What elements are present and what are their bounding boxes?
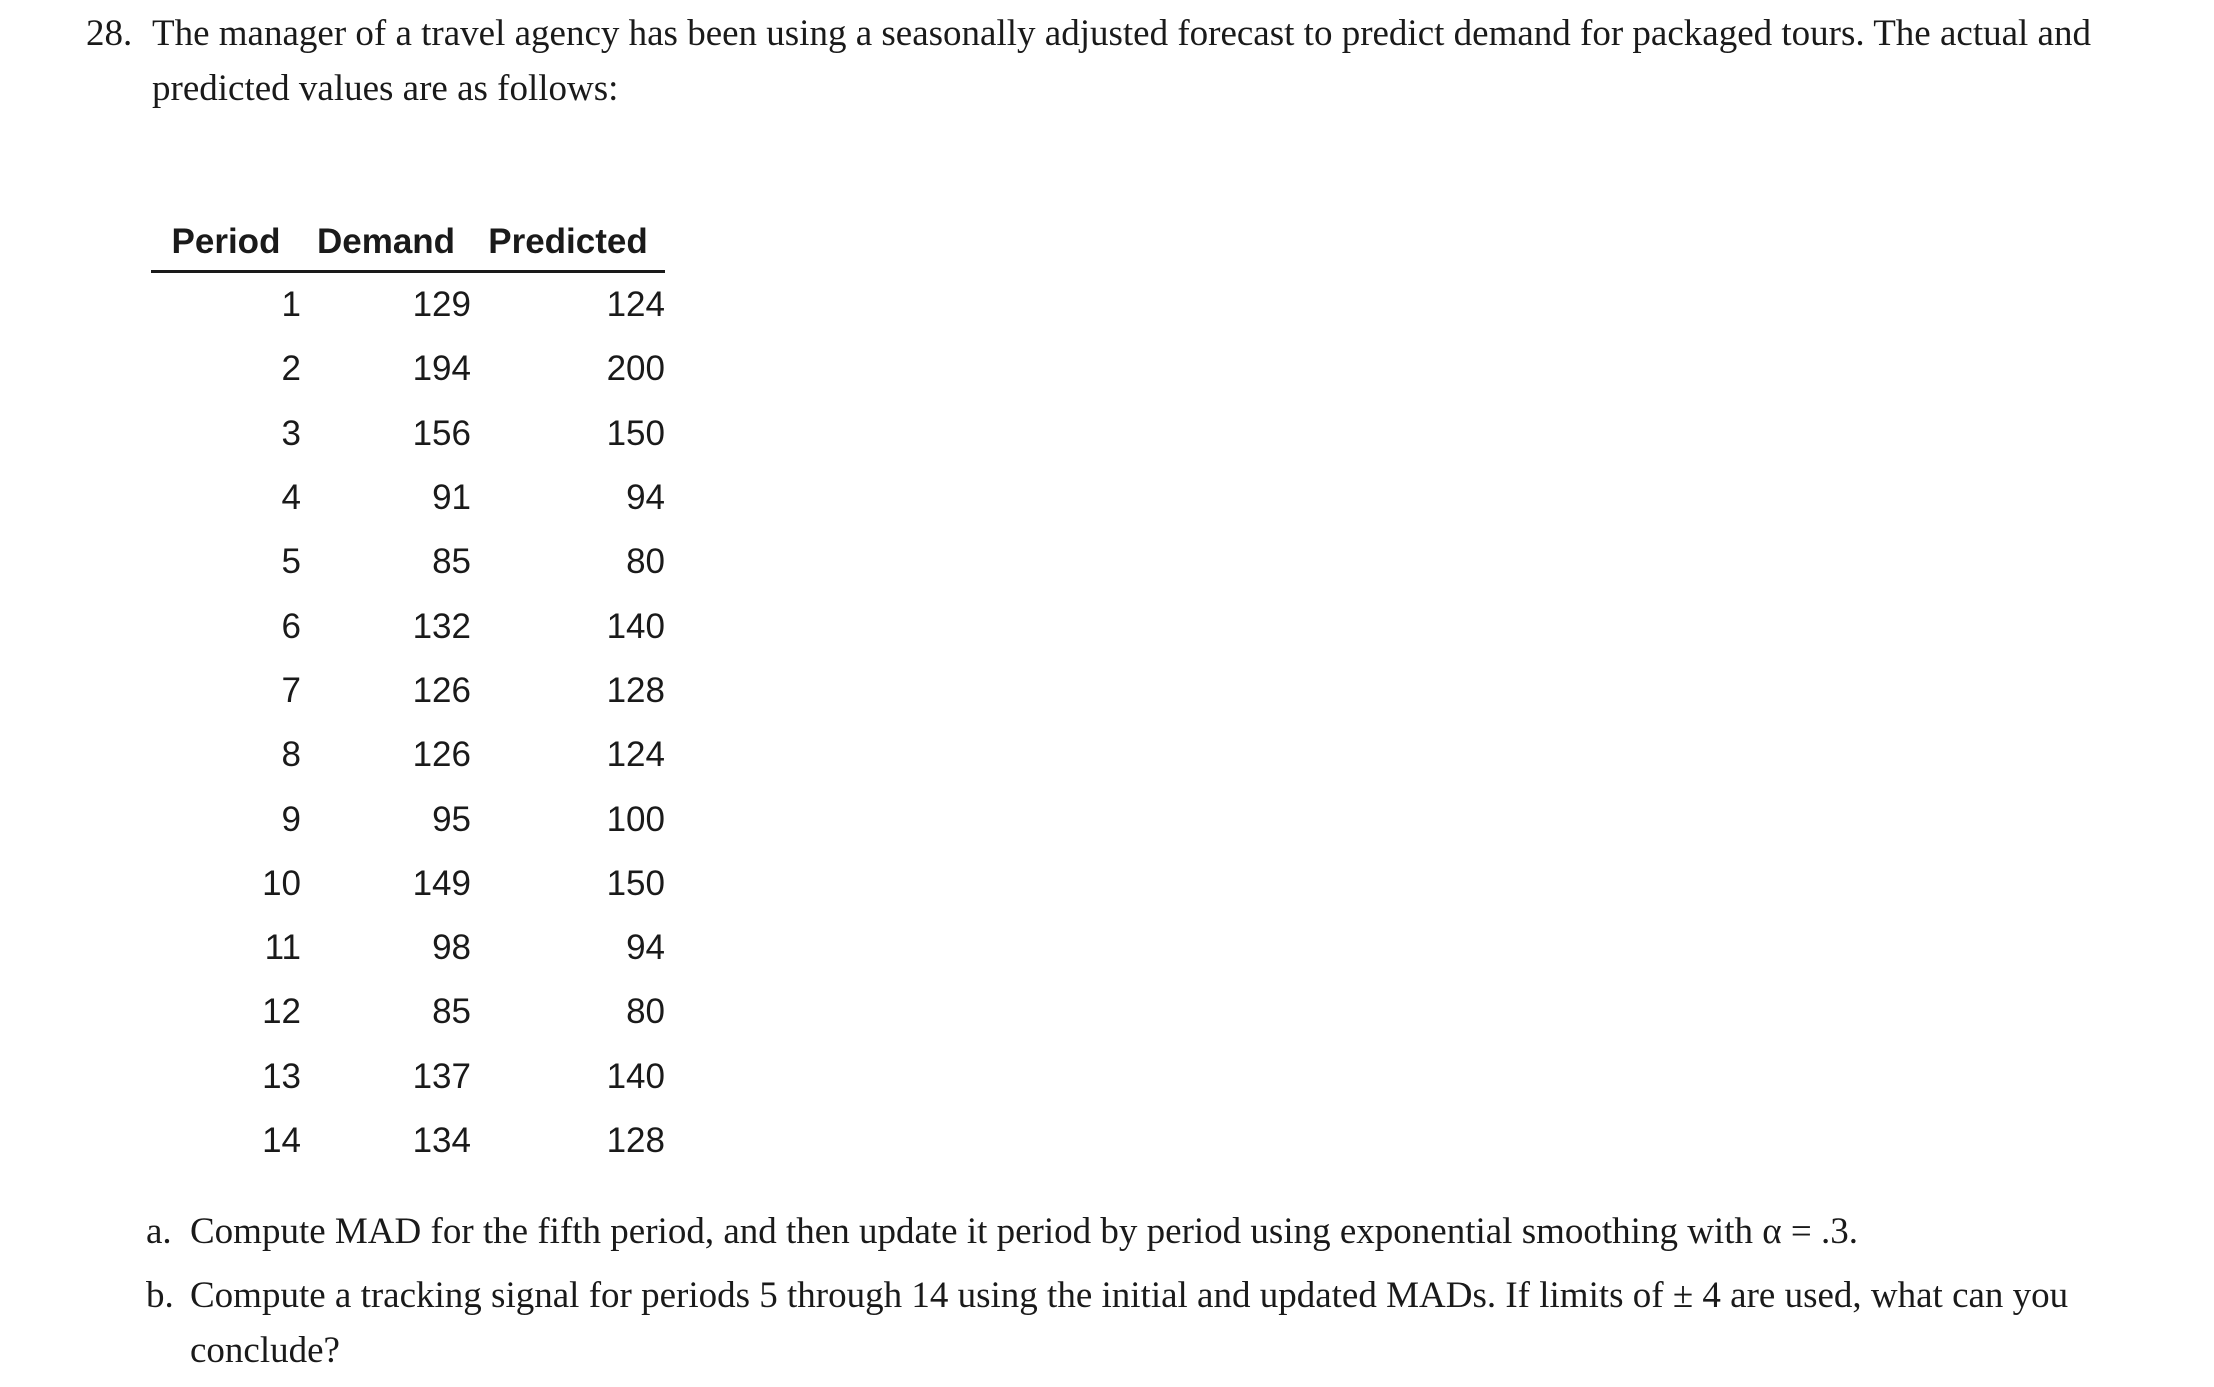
table-row — [151, 337, 665, 401]
cell-period: 3 — [281, 413, 301, 453]
problem-statement — [86, 6, 2176, 116]
header-period: Period — [151, 214, 301, 272]
cell-demand: 85 — [432, 542, 471, 582]
cell-period: 14 — [262, 1121, 301, 1160]
cell-predicted: 80 — [626, 542, 665, 582]
cell-period: 12 — [262, 992, 301, 1032]
header-demand: Demand — [301, 214, 471, 272]
table-row — [151, 272, 665, 338]
cell-period: 10 — [262, 863, 301, 903]
cell-predicted: 94 — [626, 928, 665, 968]
part-b — [146, 1268, 2186, 1378]
cell-demand: 126 — [412, 670, 471, 710]
table-row — [151, 1109, 665, 1173]
question-parts — [146, 1204, 2186, 1387]
cell-demand: 85 — [432, 992, 471, 1032]
problem-text: The manager of a travel agency has been using a seasonally adjusted forecast to predict demand for packaged tours. The actual and predicted values are as follows: — [152, 13, 2091, 109]
demand-table — [151, 214, 665, 1173]
cell-predicted: 128 — [606, 670, 665, 710]
cell-period: 13 — [262, 1056, 301, 1096]
part-a — [146, 1204, 2186, 1259]
part-a-text: Compute MAD for the fifth period, and then update it period by period using exponential smoothing with α = .3. — [190, 1211, 1858, 1252]
data-table-container — [151, 214, 665, 1173]
cell-period: 6 — [281, 606, 301, 646]
table-row — [151, 723, 665, 787]
problem-number: 28. — [86, 13, 133, 54]
cell-predicted: 124 — [606, 285, 665, 325]
cell-period: 5 — [281, 542, 301, 582]
table-row — [151, 594, 665, 658]
cell-predicted: 140 — [606, 606, 665, 646]
cell-demand: 149 — [412, 863, 471, 903]
cell-demand: 132 — [412, 606, 471, 646]
cell-predicted: 150 — [606, 413, 665, 453]
cell-period: 8 — [281, 735, 301, 775]
part-b-label: b. — [146, 1275, 174, 1316]
cell-demand: 126 — [412, 735, 471, 775]
table-row — [151, 466, 665, 530]
table-header-row — [151, 214, 665, 272]
cell-demand: 129 — [412, 285, 471, 325]
cell-demand: 98 — [432, 928, 471, 968]
cell-predicted: 124 — [606, 735, 665, 775]
cell-predicted: 100 — [606, 799, 665, 839]
cell-period: 7 — [281, 670, 301, 710]
cell-predicted: 200 — [606, 349, 665, 389]
table-row — [151, 787, 665, 851]
cell-period: 9 — [281, 799, 301, 839]
table-row — [151, 916, 665, 980]
table-row — [151, 659, 665, 723]
cell-demand: 134 — [412, 1121, 471, 1160]
cell-demand: 156 — [412, 413, 471, 453]
table-row — [151, 402, 665, 466]
header-predicted: Predicted — [471, 214, 665, 272]
table-row — [151, 852, 665, 916]
cell-demand: 95 — [432, 799, 471, 839]
table-row — [151, 530, 665, 594]
table-row — [151, 1045, 665, 1109]
cell-predicted: 128 — [606, 1121, 665, 1160]
part-a-label: a. — [146, 1211, 172, 1252]
cell-period: 4 — [281, 478, 301, 518]
cell-predicted: 80 — [626, 992, 665, 1032]
cell-period: 2 — [281, 349, 301, 389]
cell-predicted: 140 — [606, 1056, 665, 1096]
cell-predicted: 150 — [606, 863, 665, 903]
cell-predicted: 94 — [626, 478, 665, 518]
cell-demand: 91 — [432, 478, 471, 518]
cell-period: 11 — [264, 928, 301, 968]
part-b-text: Compute a tracking signal for periods 5 through 14 using the initial and updated MADs. If limits of ± 4 are used, what can you conclude? — [190, 1275, 2069, 1371]
cell-demand: 194 — [412, 349, 471, 389]
cell-demand: 137 — [412, 1056, 471, 1096]
table-row — [151, 980, 665, 1044]
cell-period: 1 — [281, 285, 301, 325]
